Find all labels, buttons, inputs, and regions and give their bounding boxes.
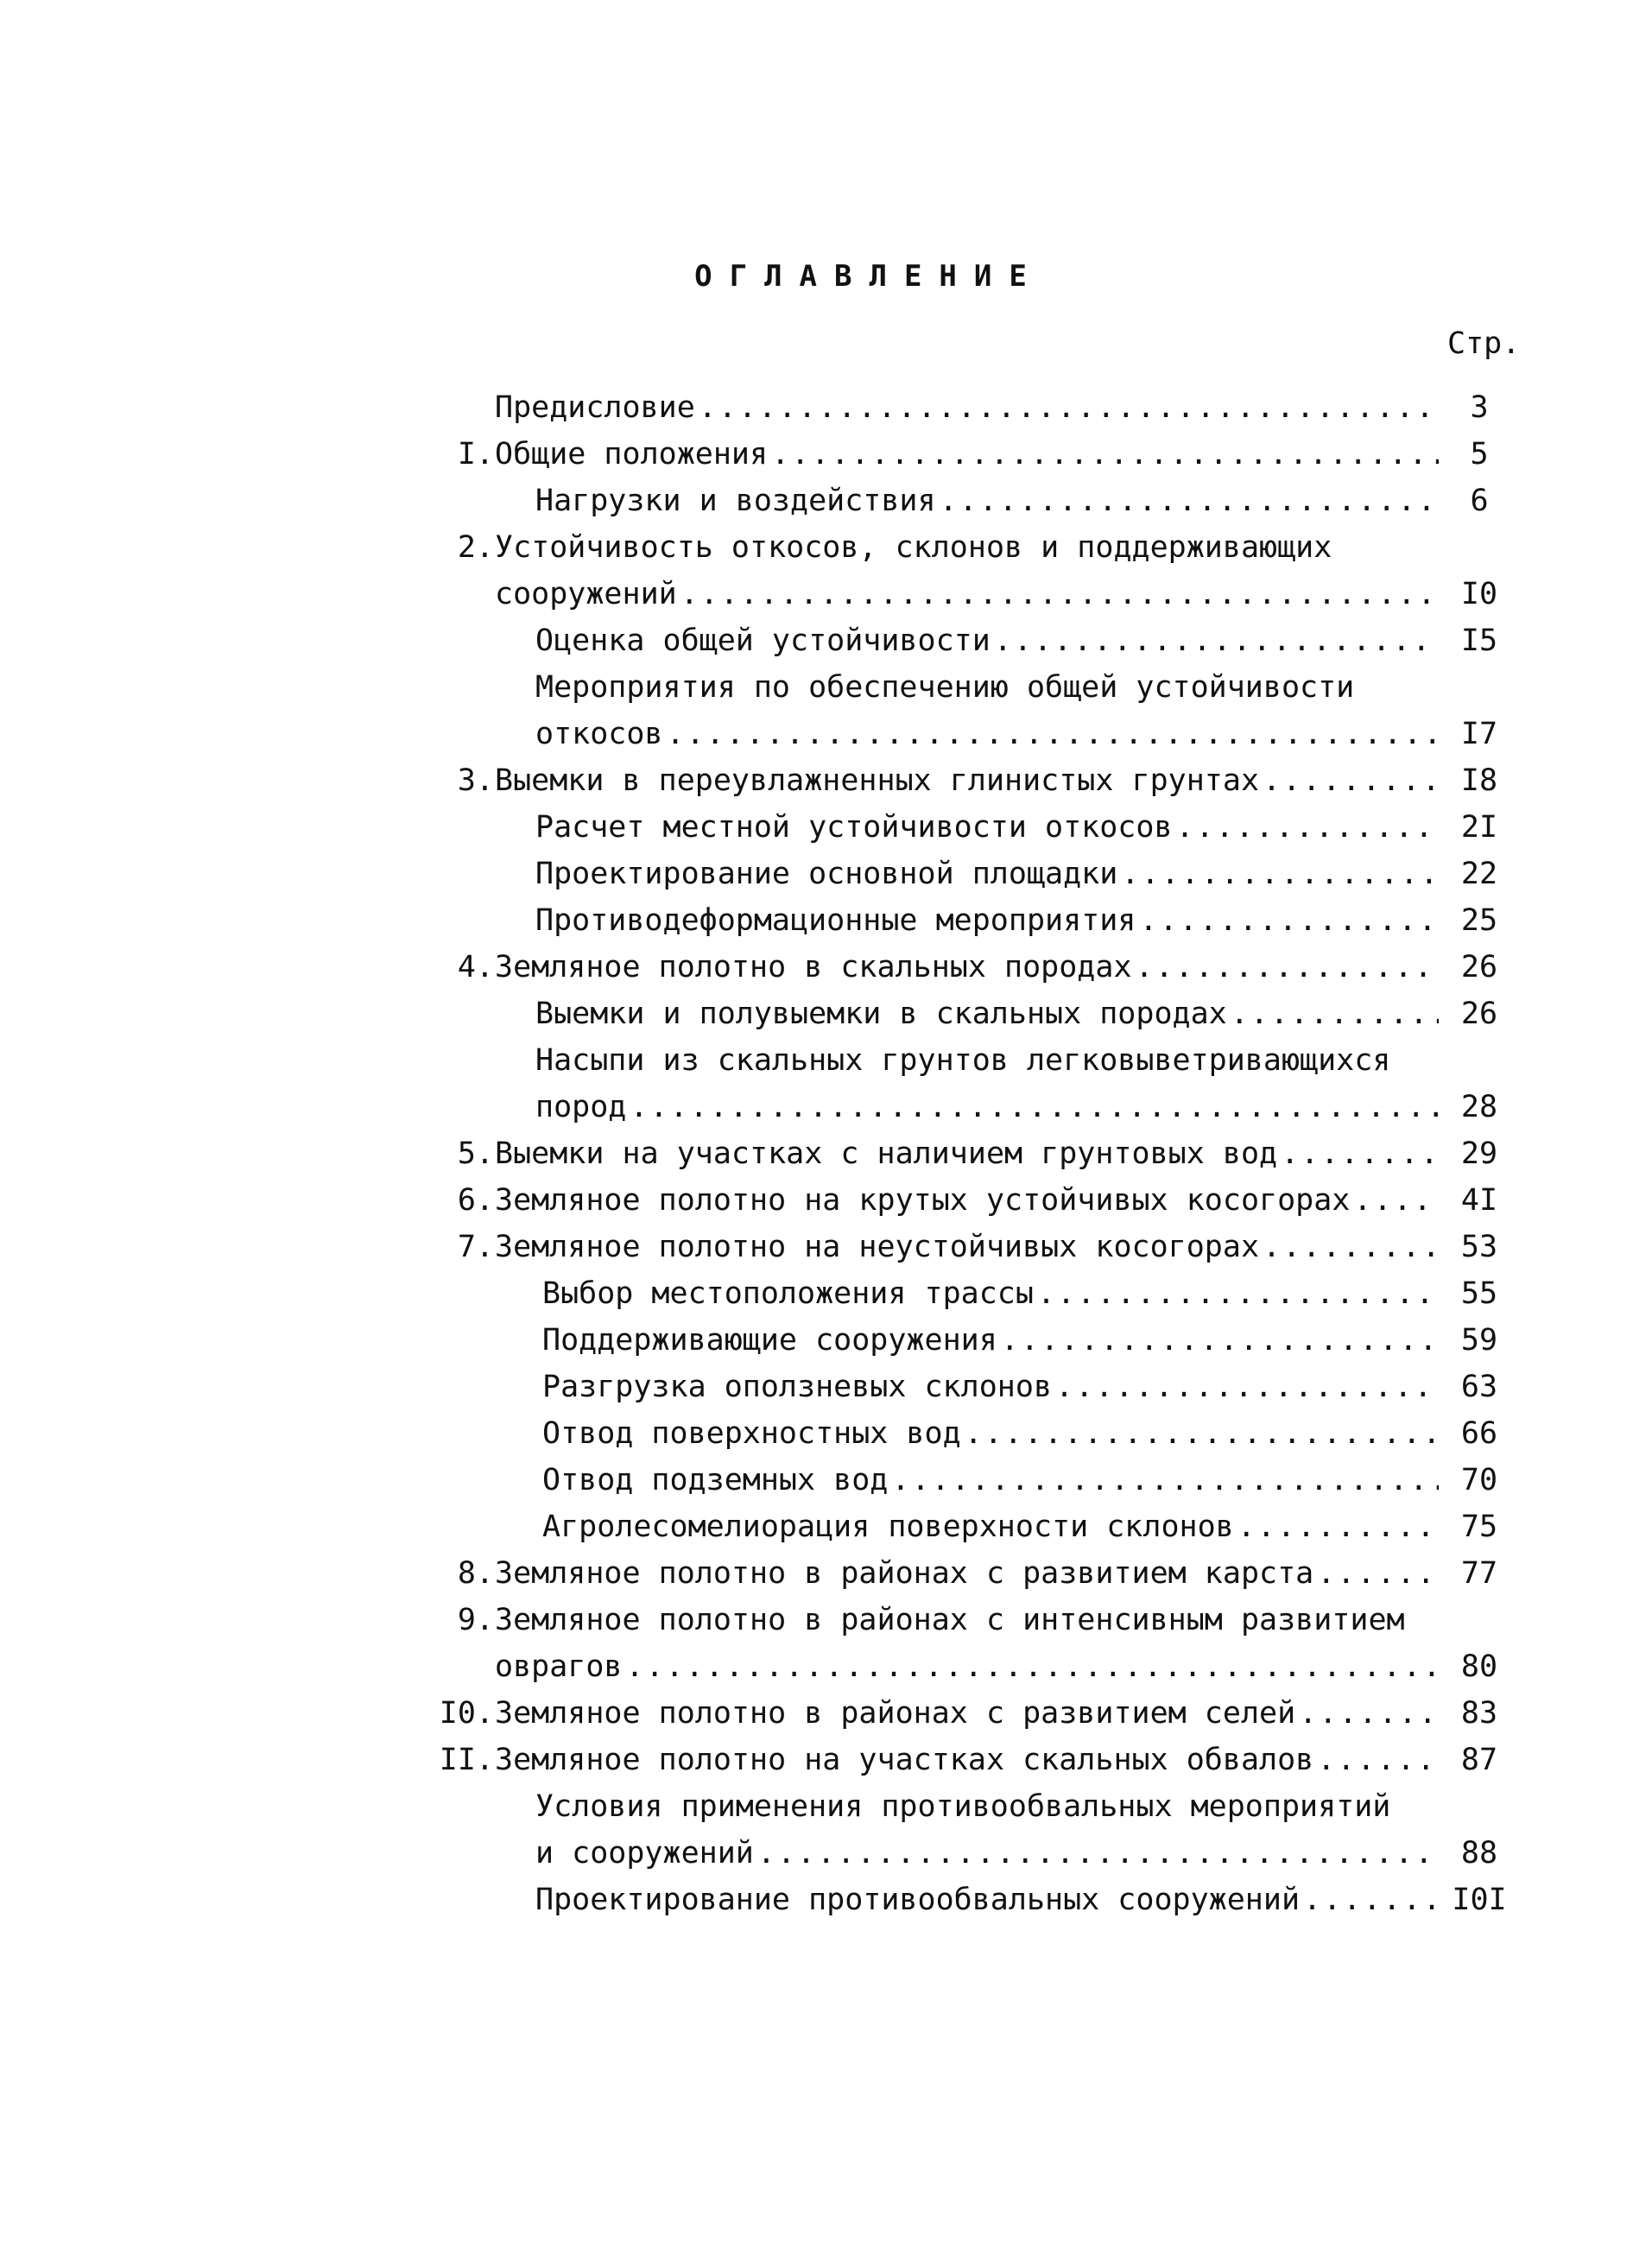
dot-leader [940,478,1439,524]
dot-leader [1001,1317,1439,1364]
dot-leader [1303,1877,1439,1923]
dot-leader [1231,991,1439,1037]
toc-entry [0,991,1652,1037]
toc-entry-label: и сооружений [535,1836,754,1871]
dot-leader [1281,1130,1439,1177]
toc-entry-label: Земляное полотно в районах с развитием карста [495,1556,1314,1591]
toc-entry-label: Отвод подземных вод [542,1463,889,1497]
toc-entry-label: Проектирование противообвальных сооружений [535,1883,1301,1917]
page-title: ОГЛАВЛЕНИЕ [694,259,1044,294]
toc-entry-page: 70 [1460,1463,1498,1497]
dot-leader [1263,757,1439,804]
toc-entry-page: 26 [1460,950,1498,984]
toc-entry [0,1037,1652,1084]
toc-entry-page: 63 [1460,1370,1498,1404]
toc-entry-label: Отвод поверхностных вод [542,1416,961,1451]
table-of-contents [0,384,1652,1923]
page-column-label: Стр. [1447,326,1521,361]
toc-entry-page: 88 [1460,1836,1498,1871]
toc-entry-page: 53 [1460,1230,1498,1264]
toc-entry-label: Расчет местной устойчивости откосов [535,810,1173,845]
toc-entry [0,1364,1652,1410]
toc-entry-label: Предисловие [495,390,695,425]
toc-entry-page: 77 [1460,1556,1498,1591]
toc-entry [0,1130,1652,1177]
toc-entry [0,524,1652,571]
toc-entry [0,897,1652,944]
toc-entry-page: 59 [1460,1323,1498,1358]
toc-entry-number: 3. [457,763,494,798]
toc-entry-page: I8 [1460,763,1498,798]
toc-entry-label: Поддерживающие сооружения [542,1323,997,1358]
toc-entry [0,1597,1652,1643]
toc-entry-page: 6 [1470,484,1489,518]
dot-leader [757,1830,1439,1877]
dot-leader [1136,944,1439,991]
toc-entry-label: Устойчивость откосов, склонов и поддерживающих [495,530,1332,565]
toc-entry-label: Выемки в переувлажненных глинистых грунтах [495,763,1260,798]
toc-entry [0,1877,1652,1923]
toc-entry [0,1084,1652,1130]
dot-leader [1353,1177,1439,1224]
toc-entry-number: 4. [457,950,494,984]
toc-entry-number: II. [439,1743,494,1777]
toc-entry [0,478,1652,524]
toc-entry [0,384,1652,431]
toc-entry-page: 83 [1460,1696,1498,1731]
toc-entry-page: I0I [1452,1883,1507,1917]
dot-leader [1317,1737,1439,1783]
toc-entry [0,1690,1652,1737]
toc-entry-label: оврагов [495,1649,623,1684]
toc-entry-label: Выемки на участках с наличием грунтовых вод [495,1136,1278,1171]
toc-entry [0,804,1652,851]
toc-entry-page: 4I [1460,1183,1498,1218]
toc-entry [0,1550,1652,1597]
dot-leader [626,1643,1439,1690]
dot-leader [1139,897,1439,944]
toc-entry-page: 3 [1470,390,1489,425]
toc-entry-label: Насыпи из скальных грунтов легковыветривающихся [535,1043,1391,1078]
toc-entry-label: Оценка общей устойчивости [535,624,991,658]
toc-entry-label: пород [535,1090,627,1124]
toc-entry [0,571,1652,617]
dot-leader [994,617,1439,664]
toc-entry-number: 8. [457,1556,494,1591]
dot-leader [1176,804,1439,851]
toc-entry-page: 2I [1460,810,1498,845]
toc-entry-page: 87 [1460,1743,1498,1777]
toc-entry [0,1270,1652,1317]
toc-entry-label: Нагрузки и воздействия [535,484,936,518]
dot-leader [1055,1364,1439,1410]
dot-leader [771,431,1439,478]
toc-entry-number: 6. [457,1183,494,1218]
dot-leader [965,1410,1439,1457]
toc-entry-label: Выемки и полувыемки в скальных породах [535,997,1227,1031]
toc-entry [0,1224,1652,1270]
toc-entry-label: Земляное полотно в скальных породах [495,950,1132,984]
toc-entry-label: Общие положения [495,437,769,472]
toc-entry-label: Земляное полотно на неустойчивых косогорах [495,1230,1260,1264]
dot-leader [667,711,1439,757]
toc-entry-label: Земляное полотно на участках скальных обвалов [495,1743,1314,1777]
dot-leader [680,571,1439,617]
toc-entry-label: Разгрузка оползневых склонов [542,1370,1053,1404]
toc-entry-page: I7 [1460,717,1498,751]
dot-leader [1299,1690,1439,1737]
toc-entry-number: I0. [439,1696,494,1731]
toc-entry-number: 9. [457,1603,494,1637]
toc-entry-label: Агролесомелиорация поверхности склонов [542,1510,1234,1544]
toc-entry-page: 22 [1460,857,1498,891]
dot-leader [1237,1503,1439,1550]
toc-entry-page: 26 [1460,997,1498,1031]
toc-entry-number: I. [457,437,494,472]
toc-entry [0,1643,1652,1690]
toc-entry [0,1177,1652,1224]
toc-entry [0,1410,1652,1457]
toc-entry [0,431,1652,478]
toc-entry-label: Условия применения противообвальных мероприятий [535,1789,1391,1824]
dot-leader [891,1457,1439,1503]
toc-entry [0,1317,1652,1364]
toc-entry-label: Мероприятия по обеспечению общей устойчивости [535,670,1355,705]
toc-entry [0,1503,1652,1550]
toc-entry-number: 7. [457,1230,494,1264]
toc-entry-page: 29 [1460,1136,1498,1171]
toc-entry-number: 2. [457,530,494,565]
toc-entry-label: Проектирование основной площадки [535,857,1118,891]
toc-entry-label: Противодеформационные мероприятия [535,903,1136,938]
toc-entry [0,944,1652,991]
toc-entry-label: Земляное полотно на крутых устойчивых косогорах [495,1183,1351,1218]
dot-leader [630,1084,1439,1130]
toc-entry-page: 5 [1470,437,1489,472]
toc-entry [0,1783,1652,1830]
toc-entry-page: 80 [1460,1649,1498,1684]
toc-entry-number: 5. [457,1136,494,1171]
dot-leader [699,384,1439,431]
toc-entry [0,664,1652,711]
toc-entry-page: I5 [1460,624,1498,658]
toc-entry-page: 66 [1460,1416,1498,1451]
toc-entry-page: 75 [1460,1510,1498,1544]
toc-entry-page: 28 [1460,1090,1498,1124]
toc-entry-label: сооружений [495,577,677,611]
toc-entry-page: 55 [1460,1276,1498,1311]
toc-entry [0,711,1652,757]
toc-entry-label: Земляное полотно в районах с развитием селей [495,1696,1296,1731]
toc-entry-label: Выбор местоположения трассы [542,1276,1034,1311]
toc-entry [0,1737,1652,1783]
dot-leader [1263,1224,1439,1270]
toc-entry [0,1830,1652,1877]
dot-leader [1317,1550,1439,1597]
toc-entry [0,617,1652,664]
toc-entry-page: 25 [1460,903,1498,938]
toc-entry [0,757,1652,804]
toc-entry-label: Земляное полотно в районах с интенсивным развитием [495,1603,1405,1637]
toc-entry-page: I0 [1460,577,1498,611]
toc-entry-label: откосов [535,717,663,751]
toc-entry [0,1457,1652,1503]
dot-leader [1121,851,1439,897]
toc-entry [0,851,1652,897]
dot-leader [1037,1270,1439,1317]
